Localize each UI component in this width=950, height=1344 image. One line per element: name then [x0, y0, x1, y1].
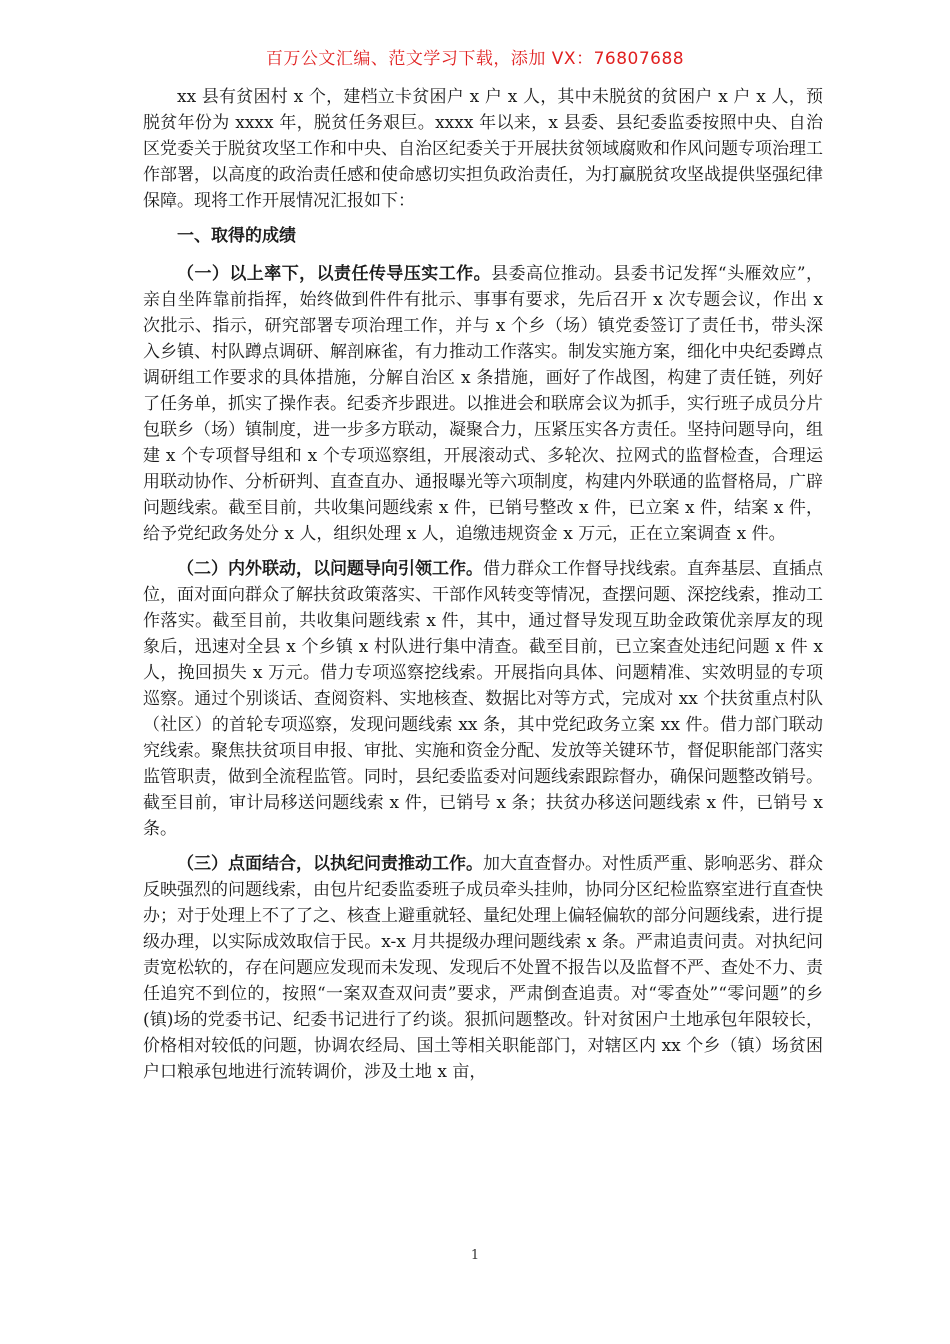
page-number: 1 [470, 1248, 480, 1263]
header-banner: 百万公文汇编、范文学习下载，添加 VX：76807688 [265, 49, 685, 69]
paragraph-3 [143, 851, 823, 1085]
intro-paragraph: xx 县有贫困村 x 个，建档立卡贫困户 x 户 x 人，其中未脱贫的贫困户 x 户 x 人，预脱贫年份为 xxxx 年，脱贫任务艰巨。xxxx 年以来，x 县委、县纪委监委按照中央、自治区党委关于脱贫攻坚工作和中央、自治区纪委关于开展扶贫领域腐败和作风问题专项治理工作部署，以高度的政治责任感和使命感切实担负政治责任，为打赢脱贫攻坚战提供坚强纪律保障。现将工作开展情况汇报如下： [143, 87, 823, 211]
paragraph-2-lead: （二）内外联动，以问题导向引领工作。 [177, 559, 483, 579]
paragraph-1-body: 县委高位推动。县委书记发挥“头雁效应”，亲自坐阵靠前指挥，始终做到件件有批示、事事有要求，先后召开 x 次专题会议，作出 x 次批示、指示，研究部署专项治理工作，并与 x 个乡（场）镇党委签订了责任书，带头深入乡镇、村队蹲点调研、解剖麻雀，有力推动工作落实。制发实施方案，细化中央纪委蹲点调研组工作要求的具体措施，分解自治区 x 条措施，画好了作战图，构建了责任链，列好了任务单，抓实了操作表。纪委齐步跟进。以推进会和联席会议为抓手，实行班子成员分片包联乡（场）镇制度，进一步多方联动，凝聚合力，压紧压实各方责任。坚持问题导向，组建 x 个专项督导组和 x 个专项巡察组，开展滚动式、多轮次、拉网式的监督检查，合理运用联动协作、分析研判、直查直办、通报曝光等六项制度，构建内外联通的监督格局，广辟问题线索。截至目前，共收集问题线索 x 件，已销号整改 x 件，已立案 x 件，结案 x 件，给予党纪政务处分 x 人，组织处理 x 人，追缴违规资金 x 万元，正在立案调查 x 件。 [143, 264, 824, 544]
paragraph-1 [143, 261, 823, 547]
paragraph-2 [143, 556, 823, 842]
document-body [143, 84, 823, 1094]
paragraph-3-lead: （三）点面结合，以执纪问责推动工作。 [177, 854, 483, 874]
section-heading: 一、取得的成绩 [177, 226, 296, 246]
paragraph-2-body: 借力群众工作督导找线索。直奔基层、直插点位，面对面向群众了解扶贫政策落实、干部作风转变等情况，查摆问题、深挖线索，推动工作落实。截至目前，共收集问题线索 x 件，其中，通过督导发现互助金政策优亲厚友的现象后，迅速对全县 x 个乡镇 x 村队进行集中清查。截至目前，已立案查处违纪问题 x 件 x 人，挽回损失 x 万元。借力专项巡察挖线索。开展指向具体、问题精准、实效明显的专项巡察。通过个别谈话、查阅资料、实地核查、数据比对等方式，完成对 xx 个扶贫重点村队（社区）的首轮专项巡察，发现问题线索 xx 条，其中党纪政务立案 xx 件。借力部门联动究线索。聚焦扶贫项目申报、审批、实施和资金分配、发放等关键环节，督促职能部门落实监管职责，做到全流程监管。同时，县纪委监委对问题线索跟踪督办，确保问题整改销号。截至目前，审计局移送问题线索 x 件，已销号 x 条；扶贫办移送问题线索 x 件，已销号 x 条。 [143, 559, 823, 839]
paragraph-3-body: 加大直查督办。对性质严重、影响恶劣、群众反映强烈的问题线索，由包片纪委监委班子成员牵头挂帅，协同分区纪检监察室进行直查快办；对于处理上不了了之、核查上避重就轻、量纪处理上偏轻偏软的部分问题线索，进行提级办理，以实际成效取信于民。x-x 月共提级办理问题线索 x 条。严肃追责问责。对执纪问责宽松软的，存在问题应发现而未发现、发现后不处置不报告以及监督不严、查处不力、责任追究不到位的，按照“一案双查双问责”要求，严肃倒查追责。对“零查处”“零问题”的乡(镇)场的党委书记、纪委书记进行了约谈。狠抓问题整改。针对贫困户土地承包年限较长，价格相对较低的问题，协调农经局、国土等相关职能部门，对辖区内 xx 个乡（镇）场贫困户口粮承包地进行流转调价，涉及土地 x 亩， [143, 854, 823, 1082]
paragraph-1-lead: （一）以上率下，以责任传导压实工作。 [177, 264, 492, 284]
